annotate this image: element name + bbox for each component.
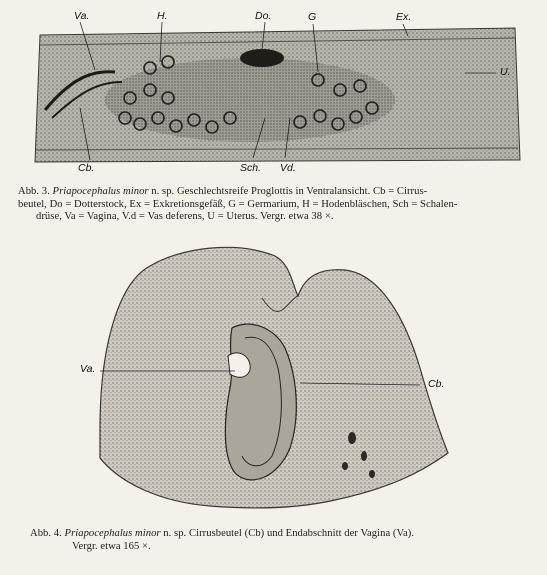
figure-4-illustration [0,238,547,518]
proglottis-drawing [0,0,547,180]
label-g: G [308,11,317,23]
label-u: U. [500,66,511,78]
caption-4-line-2: Vergr. etwa 165 ×. [72,540,151,552]
caption-4-line1-rest: n. sp. Cirrusbeutel (Cb) und Endabschnitt der Vagina (Va). [163,528,415,539]
label-do: Do. [255,10,272,22]
caption-3-line1-rest: n. sp. Geschlechtsreife Proglottis in Ventralansicht. Cb = Cirrus- [151,186,428,197]
label-cb: Cb. [78,162,95,174]
label-va-fig4: Va. [80,363,96,375]
caption-3-prefix: Abb. 3. [18,186,50,197]
label-va: Va. [74,10,90,22]
figure-4-caption [30,528,540,553]
label-vd: Vd. [280,162,296,174]
cirrus-section-drawing [0,238,547,518]
caption-4-prefix: Abb. 4. [30,528,62,539]
caption-3-species: Priapocephalus minor [52,186,149,197]
label-cb-fig4: Cb. [428,378,445,390]
figure-3-caption [18,186,538,224]
caption-3-line-2: beutel, Do = Dotterstock, Ex = Exkretionsgefäß, G = Germarium, H = Hodenbläschen, Sch = Schalen- [18,198,458,210]
label-sch: Sch. [240,162,262,174]
label-ex: Ex. [396,11,412,23]
caption-4-line-1 [30,528,540,541]
caption-3-line-3: drüse, Va = Vagina, V.d = Vas deferens, U = Uterus. Vergr. etwa 38 ×. [36,211,334,222]
label-h: H. [157,10,168,22]
figure-3-illustration [0,0,547,180]
caption-3-line-1 [18,186,538,199]
caption-4-species: Priapocephalus minor [64,528,161,539]
